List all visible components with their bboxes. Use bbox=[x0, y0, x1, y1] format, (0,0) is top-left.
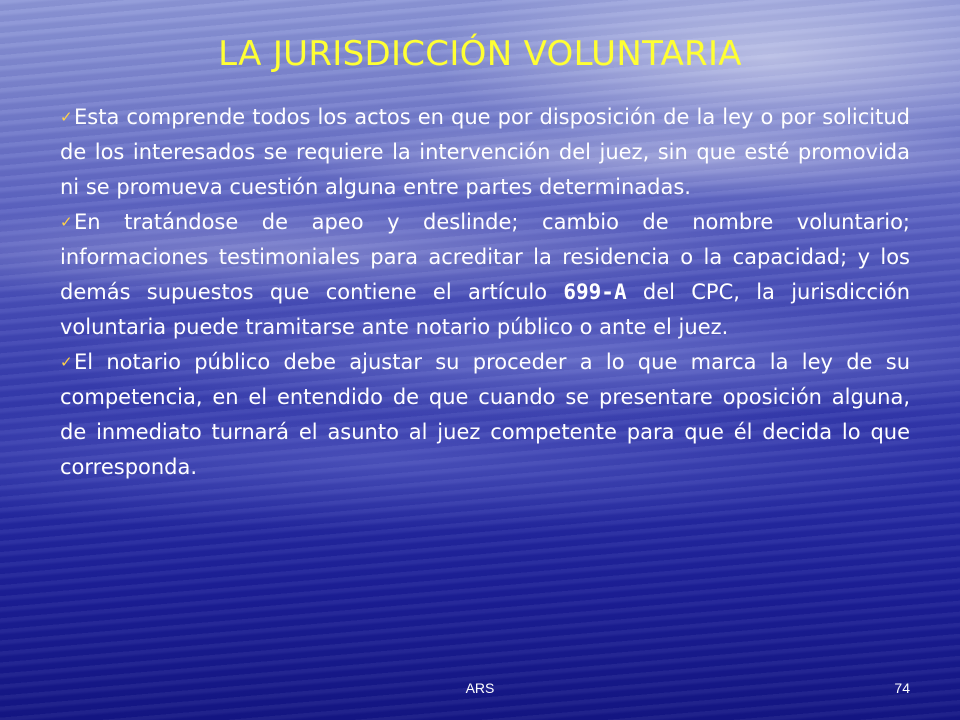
checkmark-icon: ✓ bbox=[60, 213, 73, 231]
checkmark-icon: ✓ bbox=[60, 353, 73, 371]
footer-author: ARS bbox=[465, 680, 495, 696]
bullet-text-3: El notario público debe ajustar su proceder a lo que marca la ley de su competencia, en el entendido de que cuando se presentare oposición alguna, de inmediato turnará el asunto al juez competente para que él decida lo que corresponda. bbox=[60, 350, 910, 479]
bullet-text-1: Esta comprende todos los actos en que por disposición de la ley o por solicitud de los interesados se requiere la intervención del juez, sin que esté promovida ni se promueva cuestión alguna entre partes determinadas. bbox=[60, 105, 910, 199]
bullet-list bbox=[60, 100, 910, 485]
bullet-item-3 bbox=[60, 345, 910, 485]
bullet-text-2-after: del CPC, la jurisdicción voluntaria puede tramitarse ante notario público o ante el juez. bbox=[60, 280, 910, 339]
slide-title: LA JURISDICCIÓN VOLUNTARIA bbox=[218, 34, 742, 74]
bullet-text-2-before: En tratándose de apeo y deslinde; cambio de nombre voluntario; informaciones testimoniales para acreditar la residencia o la capacidad; y los demás supuestos que contiene el artículo bbox=[60, 210, 910, 304]
footer-page-number: 74 bbox=[894, 680, 910, 696]
bullet-item-2 bbox=[60, 205, 910, 345]
checkmark-icon: ✓ bbox=[60, 108, 73, 126]
article-number: 699-A bbox=[563, 280, 627, 304]
bullet-item-1 bbox=[60, 100, 910, 205]
